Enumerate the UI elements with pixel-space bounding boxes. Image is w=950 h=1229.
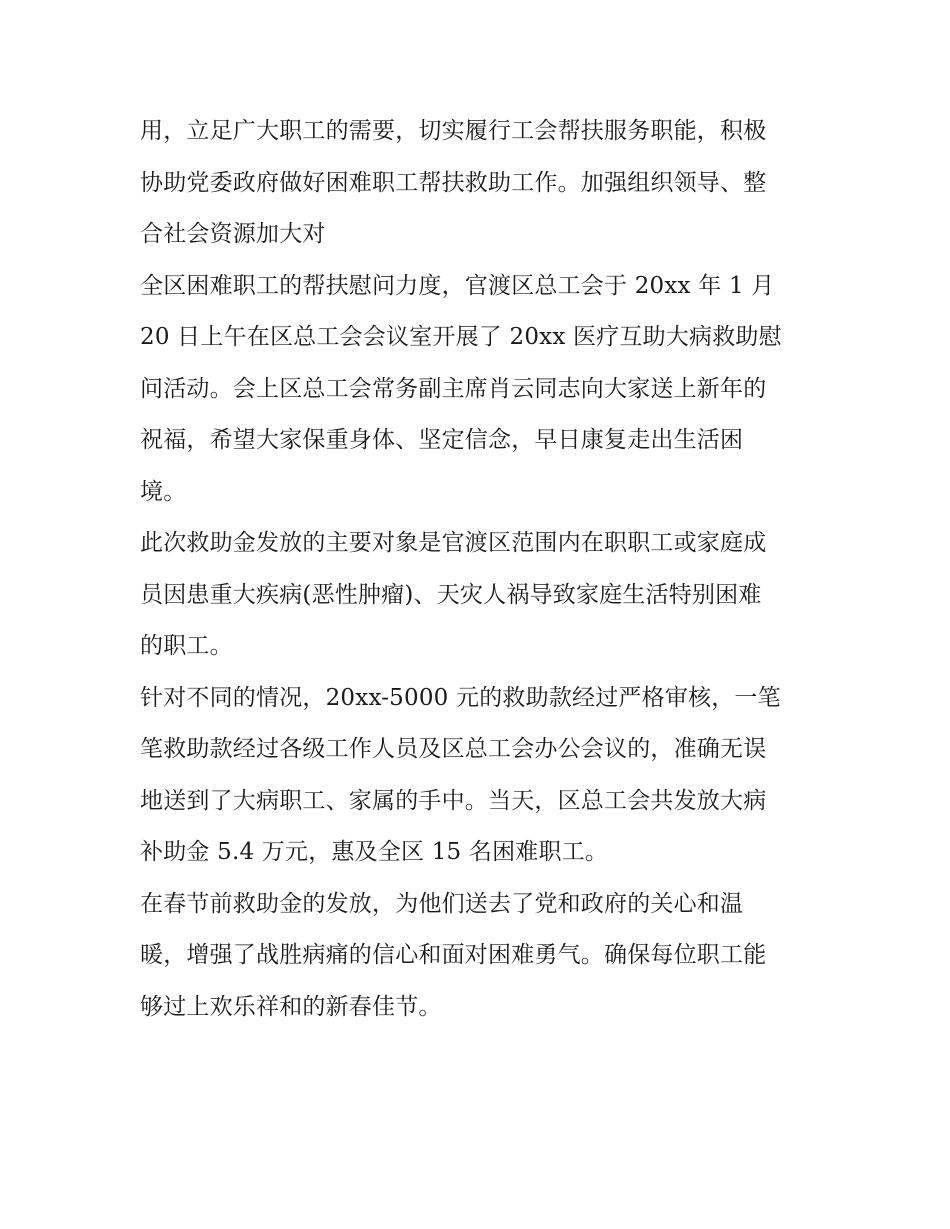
text-line: 祝福，希望大家保重身体、坚定信念，早日康复走出生活困 — [140, 427, 744, 453]
text-line: 此次救助金发放的主要对象是官渡区范围内在职职工或家庭成 — [140, 530, 767, 556]
text-line: 20 日上午在区总工会会议室开展了 20xx 医疗互助大病救助慰 — [140, 324, 782, 350]
text-line: 针对不同的情况，20xx-5000 元的救助款经过严格审核，一笔 — [140, 684, 781, 711]
text-line: 暖，增强了战胜病痛的信心和面对困难勇气。确保每位职工能 — [140, 942, 767, 968]
text-line: 地送到了大病职工、家属的手中。当天，区总工会共发放大病 — [140, 787, 767, 814]
text-line: 的职工。 — [140, 633, 233, 659]
text-line: 全区困难职工的帮扶慰问力度，官渡区总工会于 20xx 年 1 月 — [140, 272, 775, 299]
text-line: 问活动。会上区总工会常务副主席肖云同志向大家送上新年的 — [140, 375, 767, 402]
text-line: 补助金 5.4 万元，惠及全区 15 名困难职工。 — [140, 839, 609, 865]
text-line: 境。 — [140, 478, 187, 505]
text-line: 在春节前救助金的发放，为他们送去了党和政府的关心和温 — [140, 890, 744, 917]
text-line: 笔救助款经过各级工作人员及区总工会办公会议的，准确无误 — [140, 736, 767, 762]
text-line: 员因患重大疾病(恶性肿瘤)、天灾人祸导致家庭生活特别困难 — [140, 581, 762, 608]
text-line: 够过上欢乐祥和的新春佳节。 — [140, 993, 442, 1020]
document-body — [140, 106, 820, 1033]
text-line: 协助党委政府做好困难职工帮扶救助工作。加强组织领导、整 — [140, 169, 767, 196]
text-line: 用，立足广大职工的需要，切实履行工会帮扶服务职能，积极 — [140, 118, 767, 144]
text-line: 合社会资源加大对 — [140, 221, 326, 247]
